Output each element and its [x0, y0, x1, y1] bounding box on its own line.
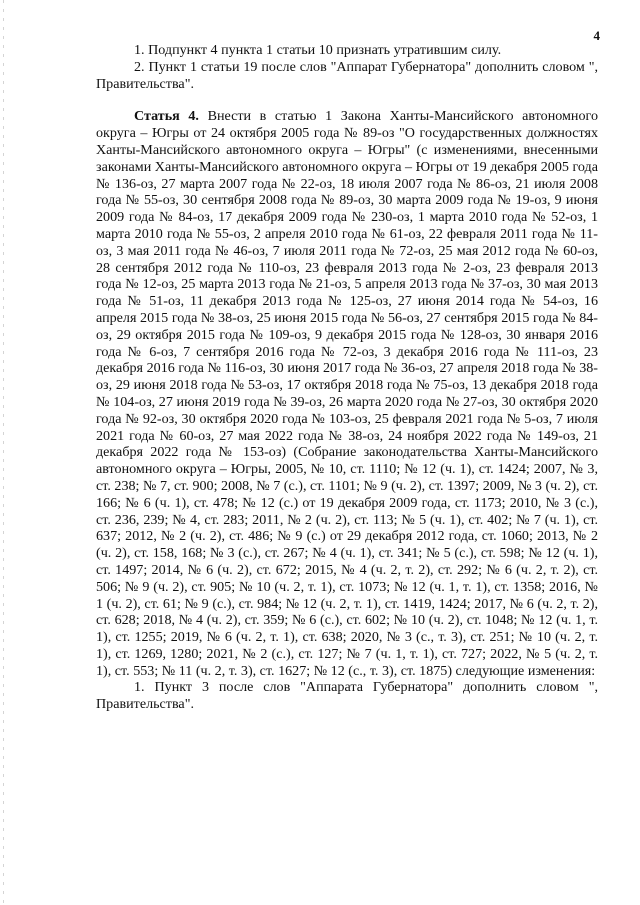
document-body	[96, 42, 598, 713]
paragraph-item-2: 2. Пункт 1 статьи 19 после слов "Аппарат Губернатора" дополнить словом ", Правительства".	[96, 58, 598, 92]
amendment-item-1: 1. Пункт 3 после слов "Аппарата Губернатора" дополнить словом ", Правительства".	[96, 679, 598, 713]
page-number: 4	[593, 28, 600, 43]
article-4-paragraph	[96, 108, 598, 679]
article-body: Внести в статью 1 Закона Ханты-Мансийского автономного округа – Югры от 24 октября 2005 года № 89-оз "О государственных должностях Ханты-Мансийского автономного округа – Югры" (с изменениями, внесенными законами Ханты-Мансийского автономного округа – Югры от 19 декабря 2005 года № 136-оз, 27 марта 2007 года № 22-оз, 18 июля 2007 года № 86-оз, 21 июля 2008 года № 55-оз, 30 сентября 2008 года № 89-оз, 30 марта 2009 года № 19-оз, 9 июня 2009 года № 84-оз, 17 декабря 2009 года № 230-оз, 1 марта 2010 года № 52-оз, 1 марта 2010 года № 55-оз, 2 апреля 2010 года № 61-оз, 22 февраля 2011 года № 11-оз, 3 мая 2011 года № 46-оз, 7 июля 2011 года № 72-оз, 25 мая 2012 года № 60-оз, 28 сентября 2012 года № 110-оз, 23 февраля 2013 года № 2-оз, 23 февраля 2013 года № 12-оз, 25 марта 2013 года № 21-оз, 5 апреля 2013 года № 37-оз, 30 мая 2013 года № 51-оз, 11 декабря 2013 года № 125-оз, 27 июня 2014 года № 54-оз, 16 апреля 2015 года № 38-оз, 25 июня 2015 года № 56-оз, 27 сентября 2015 года № 84-оз, 29 октября 2015 года № 109-оз, 9 декабря 2015 года № 128-оз, 30 января 2016 года № 6-оз, 7 сентября 2016 года № 72-оз, 3 декабря 2016 года № 111-оз, 23 декабря 2016 года № 116-оз, 30 июня 2017 года № 36-оз, 27 апреля 2018 года № 38-оз, 29 июня 2018 года № 53-оз, 17 октября 2018 года № 75-оз, 13 декабря 2018 года № 104-оз, 27 июня 2019 года № 39-оз, 26 марта 2020 года № 27-оз, 30 октября 2020 года № 92-оз, 30 октября 2020 года № 103-оз, 25 февраля 2021 года № 5-оз, 7 июля 2021 года № 60-оз, 27 мая 2022 года № 38-оз, 24 ноября 2022 года № 149-оз, 21 декабря 2022 года № 153-оз) (Собрание законодательства Ханты-Мансийского автономного округа – Югры, 2005, № 10, ст. 1110; № 12 (ч. 1), ст. 1424; 2007, № 3, ст. 238; № 7, ст. 900; 2008, № 7 (с.), ст. 1101; № 9 (ч. 2), ст. 1397; 2009, № 3 (ч. 2), ст. 166; № 6 (ч. 1), ст. 478; № 12 (с.) от 19 декабря 2009 года, ст. 1173; 2010, № 3 (с.), ст. 236, 239; № 4, ст. 283; 2011, № 2 (ч. 2), ст. 113; № 5 (ч. 1), ст. 402; № 7 (ч. 1), ст. 637; 2012, № 2 (ч. 2), ст. 486; № 9 (с.) от 29 декабря 2012 года, ст. 1060; 2013, № 2 (ч. 2), ст. 158, 168; № 3 (с.), ст. 267; № 4 (ч. 1), ст. 341; № 5 (с.), ст. 598; № 12 (ч. 1), ст. 1497; 2014, № 6 (ч. 2), ст. 672; 2015, № 4 (ч. 2, т. 2), ст. 292; № 6 (ч. 2, т. 2), ст. 506; № 9 (ч. 2), ст. 905; № 10 (ч. 2, т. 1), ст. 1073; № 12 (ч. 1, т. 1), ст. 1358; 2016, № 1 (ч. 2), ст. 61; № 9 (с.), ст. 984; № 12 (ч. 2, т. 1), ст. 1419, 1424; 2017, № 6 (ч. 2, т. 2), ст. 628; 2018, № 4 (ч. 2), ст. 359; № 6 (с.), ст. 602; № 10 (ч. 2), ст. 1048; № 12 (ч. 1, т. 1), ст. 1255; 2019, № 6 (ч. 2, т. 1), ст. 638; 2020, № 3 (с., т. 3), ст. 251; № 10 (ч. 2, т. 1), ст. 1269, 1280; 2021, № 2 (с.), ст. 127; № 7 (ч. 1, т. 1), ст. 727; 2022, № 5 (ч. 2, т. 1), ст. 553; № 11 (ч. 2, т. 3), ст. 1627; № 12 (с., т. 3), ст. 1875) следующие изменения:	[96, 108, 599, 679]
article-heading: Статья 4.	[134, 108, 199, 125]
paragraph-spacer	[96, 92, 598, 108]
scan-edge-artifact	[3, 0, 4, 905]
paragraph-item-1: 1. Подпункт 4 пункта 1 статьи 10 признать утратившим силу.	[134, 42, 502, 58]
